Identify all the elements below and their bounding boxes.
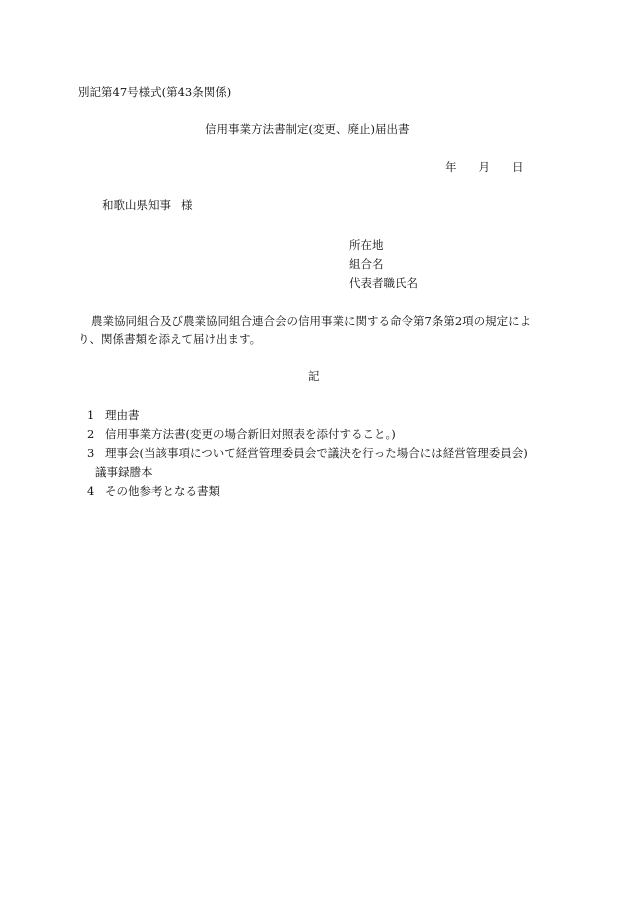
year-label: 年	[445, 160, 457, 174]
list-item-number: 3	[87, 446, 95, 460]
body-text-line-2: り、関係書類を添えて届け出ます。	[78, 332, 262, 346]
document-title: 信用事業方法書制定(変更、廃止)届出書	[205, 122, 410, 136]
addressee-honorific: 様	[181, 198, 193, 212]
month-label: 月	[478, 160, 490, 174]
ki-heading: 記	[308, 369, 320, 383]
applicant-block	[349, 236, 418, 293]
list-item-text: 理由書	[105, 408, 140, 422]
list-item	[87, 406, 528, 425]
form-number: 別記第47号様式(第43条関係)	[78, 85, 232, 99]
addressee	[102, 198, 193, 212]
list-item-text: 信用事業方法書(変更の場合新旧対照表を添付すること。)	[105, 427, 396, 441]
list-item-continuation: 議事録謄本	[95, 465, 153, 479]
list-item	[87, 482, 528, 501]
attachment-list	[87, 406, 528, 501]
day-label: 日	[512, 160, 524, 174]
addressee-name: 和歌山県知事	[102, 198, 171, 212]
list-item	[87, 444, 528, 463]
body-text-line-1: 農業協同組合及び農業協同組合連合会の信用事業に関する命令第7条第2項の規定によ	[91, 314, 532, 328]
union-name-label: 組合名	[349, 257, 384, 271]
list-item-number: 4	[87, 484, 95, 498]
list-item	[87, 425, 528, 444]
list-item-text: 理事会(当該事項について経営管理委員会で議決を行った場合には経営管理委員会)	[105, 446, 528, 460]
representative-label: 代表者職氏名	[349, 276, 418, 290]
address-label: 所在地	[349, 238, 384, 252]
date-line	[445, 160, 524, 174]
list-item-number: 1	[87, 408, 95, 422]
list-item-number: 2	[87, 427, 95, 441]
list-item-text: その他参考となる書類	[105, 484, 220, 498]
